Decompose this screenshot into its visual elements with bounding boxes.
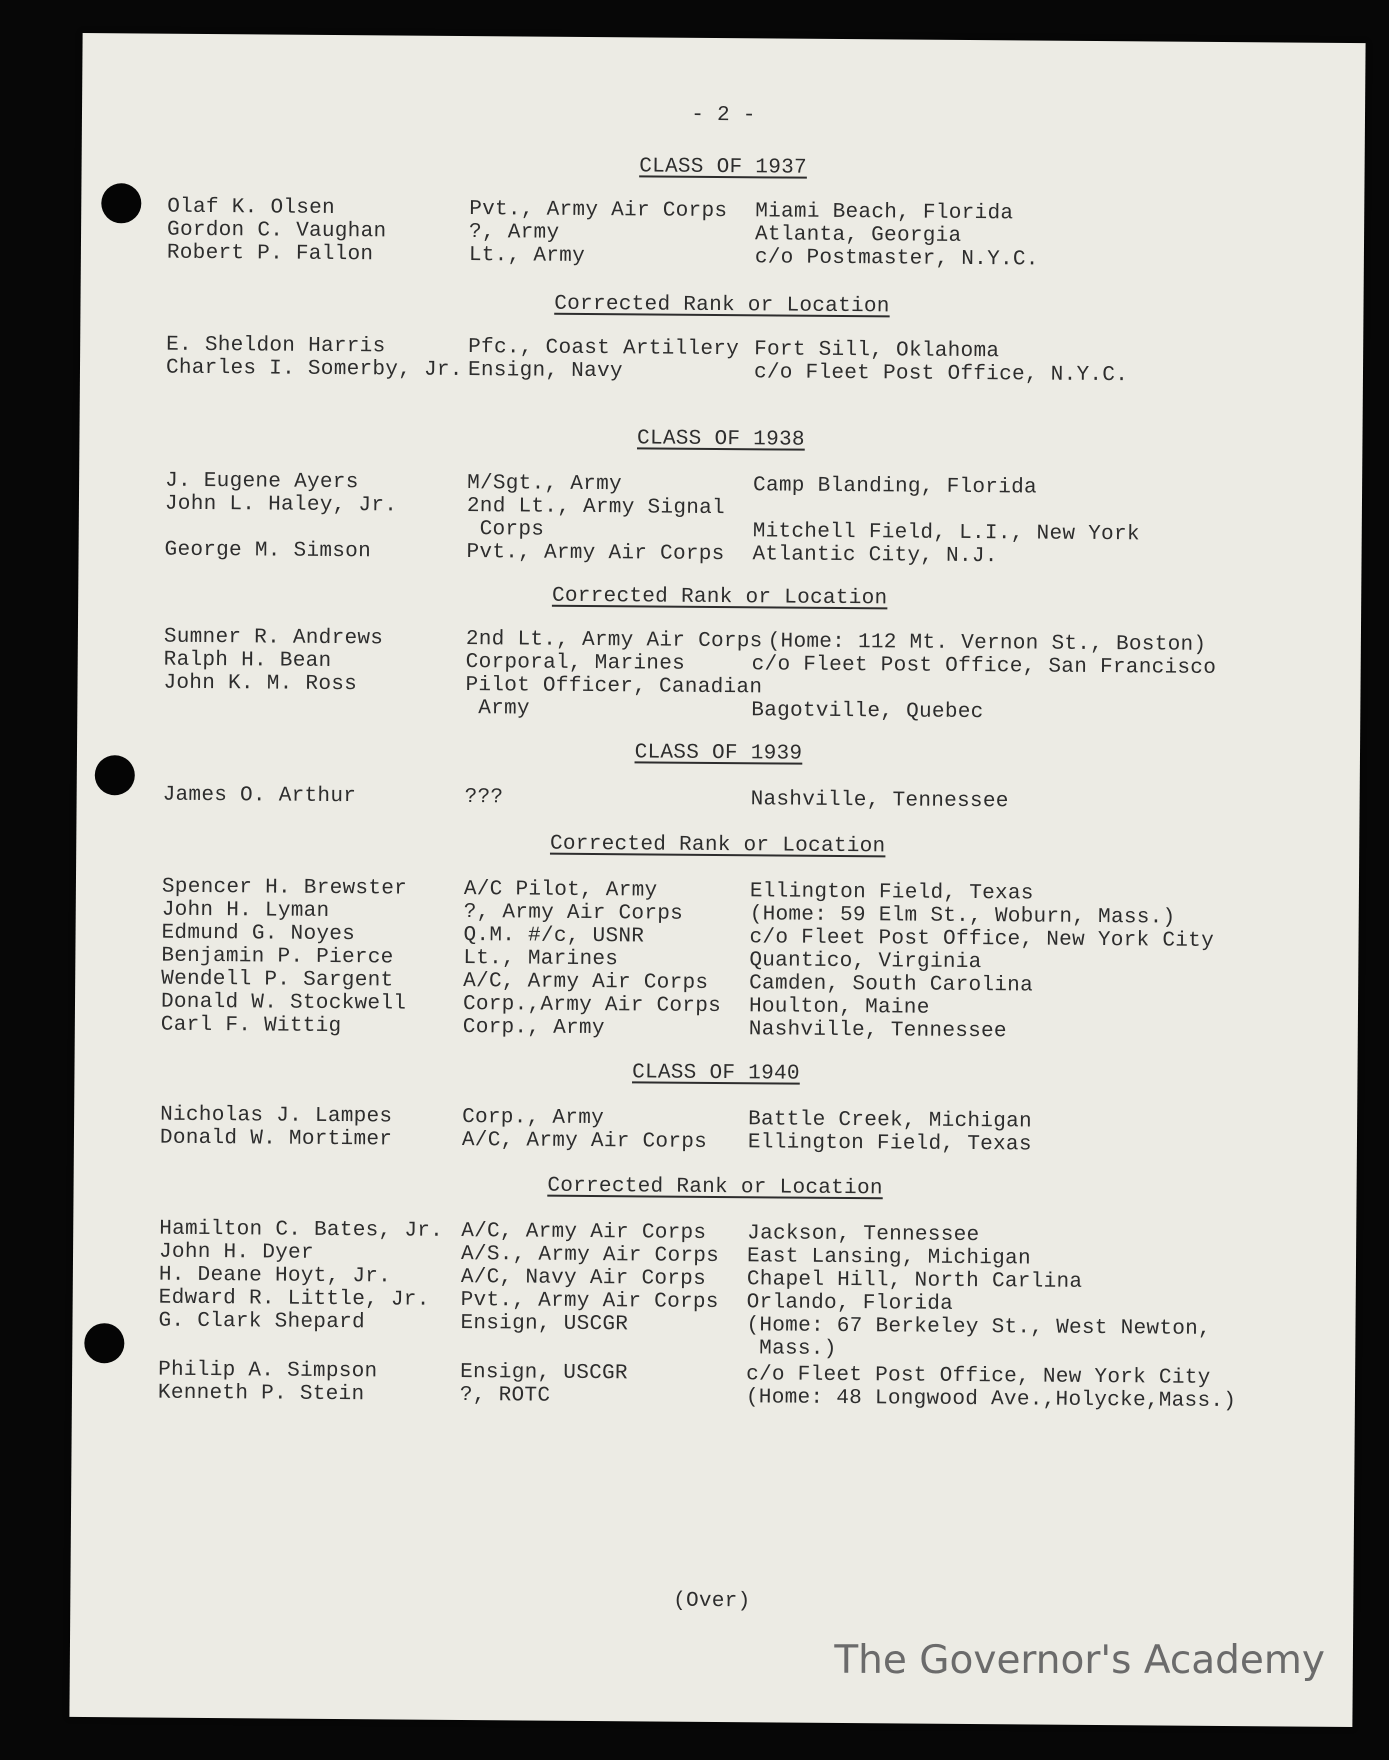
row-location: Ellington Field, Texas xyxy=(749,880,1034,906)
row-location: Battle Creek, Michigan xyxy=(748,1108,1033,1134)
row-name: Ralph H. Bean xyxy=(163,648,332,673)
corrected-heading-1940: Corrected Rank or Location xyxy=(547,1174,883,1201)
row-rank: A/C, Navy Air Corps xyxy=(460,1265,707,1291)
row-rank: A/C, Army Air Corps xyxy=(461,1219,707,1245)
row-name: Sumner R. Andrews xyxy=(163,625,384,651)
row-rank: Corps xyxy=(466,518,545,542)
row-location: Nashville, Tennessee xyxy=(748,1018,1007,1044)
row-location: Bagotville, Quebec xyxy=(751,699,984,725)
row-rank: ?, ROTC xyxy=(459,1383,551,1408)
row-name: Edmund G. Noyes xyxy=(161,921,356,947)
row-name: Donald W. Stockwell xyxy=(160,990,407,1016)
row-location: Jackson, Tennessee xyxy=(747,1222,980,1248)
corrected-heading-1938: Corrected Rank or Location xyxy=(551,584,888,611)
corrected-heading-1937: Corrected Rank or Location xyxy=(554,292,890,319)
row-rank: Ensign, USCGR xyxy=(460,1311,629,1337)
row-rank: Army xyxy=(465,697,530,721)
row-location: Camden, South Carolina xyxy=(749,972,1034,998)
row-name: Robert P. Fallon xyxy=(166,241,374,267)
row-location: Fort Sill, Oklahoma xyxy=(754,338,1000,364)
row-rank: ?, Army xyxy=(468,221,560,245)
row-name: Nicholas J. Lampes xyxy=(160,1103,393,1129)
row-name: Gordon C. Vaughan xyxy=(166,218,387,244)
row-name: George M. Simson xyxy=(164,538,372,564)
row-location: (Home: 59 Elm St., Woburn, Mass.) xyxy=(749,903,1176,930)
row-location: c/o Postmaster, N.Y.C. xyxy=(754,246,1039,272)
row-name: John H. Lyman xyxy=(161,898,330,923)
row-name: G. Clark Shepard xyxy=(158,1309,366,1335)
row-rank: Pvt., Army Air Corps xyxy=(460,1288,719,1315)
row-rank: Corp., Army xyxy=(462,1106,605,1131)
row-location: c/o Fleet Post Office, New York City xyxy=(746,1363,1211,1390)
row-rank: A/C, Army Air Corps xyxy=(463,970,709,995)
row-location: East Lansing, Michigan xyxy=(746,1245,1031,1271)
page-number: - 2 - xyxy=(691,103,756,128)
row-name: Kenneth P. Stein xyxy=(157,1381,365,1407)
row-rank: Pilot Officer, Canadian xyxy=(465,674,763,700)
row-location: (Home: 67 Berkeley St., West Newton, xyxy=(746,1314,1212,1341)
row-location: Atlantic City, N.J. xyxy=(752,543,998,569)
row-name: E. Sheldon Harris xyxy=(166,333,386,359)
row-name: Olaf K. Olsen xyxy=(167,195,336,220)
row-rank: A/C Pilot, Army xyxy=(463,878,658,903)
class-heading-1940: CLASS OF 1940 xyxy=(632,1061,800,1086)
row-name: Philip A. Simpson xyxy=(158,1358,378,1384)
row-location: (Home: 112 Mt. Vernon St., Boston) xyxy=(741,630,1207,657)
row-rank: ??? xyxy=(464,786,504,810)
class-heading-1938: CLASS OF 1938 xyxy=(636,427,805,452)
row-location: c/o Fleet Post Office, N.Y.C. xyxy=(753,361,1129,388)
row-location: Atlanta, Georgia xyxy=(754,223,962,248)
row-rank: Corporal, Marines xyxy=(465,651,686,676)
row-name: James O. Arthur xyxy=(162,783,357,809)
row-name: John H. Dyer xyxy=(158,1240,314,1265)
class-heading-1939: CLASS OF 1939 xyxy=(634,741,803,766)
table-row xyxy=(77,783,1360,819)
row-rank: Corp., Army xyxy=(462,1016,605,1041)
row-location: Mitchell Field, L.I., New York xyxy=(752,520,1140,547)
row-location: Chapel Hill, North Carlina xyxy=(746,1268,1083,1294)
row-location: c/o Fleet Post Office, San Francisco xyxy=(751,653,1217,680)
watermark: The Governor's Academy xyxy=(834,1638,1325,1683)
row-rank: A/S., Army Air Corps xyxy=(460,1242,720,1269)
row-rank: 2nd Lt., Army Signal xyxy=(466,495,726,521)
row-rank: Q.M. #/c, USNR xyxy=(463,924,645,949)
class-heading-1937: CLASS OF 1937 xyxy=(639,155,808,180)
row-rank: Pfc., Coast Artillery xyxy=(468,336,740,362)
row-location: (Home: 48 Longwood Ave.,Holycke,Mass.) xyxy=(745,1386,1237,1414)
row-name: Carl F. Wittig xyxy=(160,1013,342,1039)
row-location: Miami Beach, Florida xyxy=(755,200,1014,226)
row-name: Spencer H. Brewster xyxy=(161,875,408,901)
row-rank: Corp.,Army Air Corps xyxy=(462,993,722,1019)
row-location: Ellington Field, Texas xyxy=(747,1131,1032,1157)
row-rank: M/Sgt., Army xyxy=(467,472,623,497)
row-location: c/o Fleet Post Office, New York City xyxy=(749,926,1215,953)
row-rank: 2nd Lt., Army Air Corps xyxy=(465,628,763,654)
row-name: Edward R. Little, Jr. xyxy=(158,1286,430,1312)
row-rank: A/C, Army Air Corps xyxy=(461,1129,708,1154)
corrected-heading-1939: Corrected Rank or Location xyxy=(549,832,886,859)
row-rank: Ensign, USCGR xyxy=(460,1360,628,1386)
row-location: Mass.) xyxy=(746,1337,837,1361)
row-location: Quantico, Virginia xyxy=(749,949,982,975)
row-name: Charles I. Somerby, Jr. xyxy=(165,356,463,382)
row-rank: Ensign, Navy xyxy=(467,359,623,384)
row-rank: ?, Army Air Corps xyxy=(463,901,684,926)
row-location: Orlando, Florida xyxy=(746,1291,954,1316)
row-location: Nashville, Tennessee xyxy=(750,788,1009,814)
document-page xyxy=(69,33,1365,1727)
over-note: (Over) xyxy=(673,1589,751,1614)
row-rank: Lt., Marines xyxy=(463,947,619,972)
row-name: John L. Haley, Jr. xyxy=(164,492,398,518)
row-name: Wendell P. Sargent xyxy=(161,967,394,993)
row-rank: Pvt., Army Air Corps xyxy=(469,198,728,224)
row-name: Benjamin P. Pierce xyxy=(161,944,394,970)
row-rank: Lt., Army xyxy=(468,244,586,268)
row-location: Houlton, Maine xyxy=(748,995,930,1020)
row-location: Camp Blanding, Florida xyxy=(753,474,1038,500)
row-name: Hamilton C. Bates, Jr. xyxy=(159,1217,444,1243)
row-name: John K. M. Ross xyxy=(163,671,358,697)
row-name: H. Deane Hoyt, Jr. xyxy=(158,1263,392,1289)
row-name: J. Eugene Ayers xyxy=(165,469,359,495)
row-name: Donald W. Mortimer xyxy=(159,1126,393,1152)
row-rank: Pvt., Army Air Corps xyxy=(466,541,725,567)
